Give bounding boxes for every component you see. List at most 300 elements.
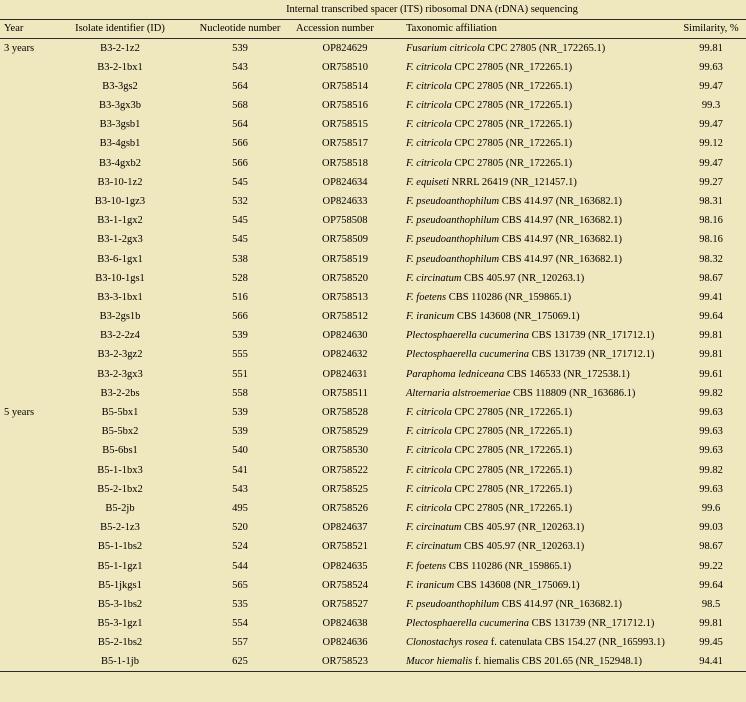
taxon-species-name: F. citricola xyxy=(406,100,452,112)
cell-isolate-id: B3-10-1gz3 xyxy=(94,195,146,207)
cell-nucleotide-number: 520 xyxy=(232,522,248,534)
cell-isolate-id: B3-3gsb1 xyxy=(99,119,141,131)
cell-accession-number: OR758526 xyxy=(321,502,369,514)
cell-isolate-id: B3-3-1bx1 xyxy=(97,291,143,303)
cell-similarity: 99.41 xyxy=(699,291,723,303)
table-row xyxy=(0,134,746,153)
taxon-strain-accession: f. hiemalis CBS 201.65 (NR_152948.1) xyxy=(472,656,642,668)
cell-accession-number: OR758518 xyxy=(321,157,369,169)
cell-nucleotide-number: 543 xyxy=(232,61,248,73)
cell-year xyxy=(0,652,52,671)
table-row xyxy=(0,633,746,652)
table-row xyxy=(0,595,746,614)
cell-accession-number: OP824634 xyxy=(322,176,368,188)
cell-similarity: 99.12 xyxy=(699,138,723,150)
cell-similarity: 99.64 xyxy=(699,311,723,323)
cell-similarity: 98.32 xyxy=(699,253,723,265)
taxon-strain-accession: CBS 405.97 (NR_120263.1) xyxy=(461,522,585,534)
taxon-strain-accession: CPC 27805 (NR_172265.1) xyxy=(451,157,573,169)
cell-nucleotide-number: 564 xyxy=(232,119,248,131)
cell-taxonomic-affiliation xyxy=(398,134,676,153)
taxon-strain-accession: CPC 27805 (NR_172265.1) xyxy=(451,138,573,150)
table-row xyxy=(0,326,746,345)
cell-taxonomic-affiliation xyxy=(398,576,676,595)
cell-similarity: 98.67 xyxy=(699,541,723,553)
cell-similarity: 98.16 xyxy=(699,234,723,246)
cell-accession-number: OR758510 xyxy=(321,61,369,73)
cell-isolate-id: B5-2-1z3 xyxy=(100,522,140,534)
cell-taxonomic-affiliation xyxy=(398,480,676,499)
cell-year xyxy=(0,614,52,633)
taxon-species-name: F. pseudoanthophilum xyxy=(406,598,500,610)
taxon-strain-accession: CBS 131739 (NR_171712.1) xyxy=(528,618,655,630)
taxon-strain-accession: CBS 131739 (NR_171712.1) xyxy=(528,330,655,342)
table-row xyxy=(0,58,746,77)
cell-accession-number: OR758520 xyxy=(321,272,369,284)
cell-year xyxy=(0,441,52,460)
taxon-strain-accession: CPC 27805 (NR_172265.1) xyxy=(451,483,573,495)
cell-accession-number: OR758516 xyxy=(321,100,369,112)
cell-year xyxy=(0,230,52,249)
column-header-accession: Accession number xyxy=(292,19,398,38)
taxon-strain-accession: NRRL 26419 (NR_121457.1) xyxy=(448,176,577,188)
taxon-strain-accession: CBS 110286 (NR_159865.1) xyxy=(446,560,572,572)
cell-year xyxy=(0,576,52,595)
table-row xyxy=(0,288,746,307)
taxon-species-name: F. citricola xyxy=(406,119,452,131)
cell-isolate-id: B3-10-1z2 xyxy=(97,176,143,188)
cell-accession-number: OR758525 xyxy=(321,483,369,495)
cell-year xyxy=(0,345,52,364)
cell-accession-number: OR758527 xyxy=(321,598,369,610)
table-row xyxy=(0,365,746,384)
cell-accession-number: OR758515 xyxy=(321,119,369,131)
cell-taxonomic-affiliation xyxy=(398,595,676,614)
taxon-species-name: F. pseudoanthophilum xyxy=(406,253,500,265)
cell-year xyxy=(0,307,52,326)
cell-nucleotide-number: 557 xyxy=(232,637,248,649)
cell-similarity: 99.22 xyxy=(699,560,723,572)
taxon-species-name: F. citricola xyxy=(406,502,452,514)
cell-year: 5 years xyxy=(4,407,35,419)
cell-similarity: 99.27 xyxy=(699,176,723,188)
column-header-year: Year xyxy=(0,19,52,38)
taxon-species-name: F. citricola xyxy=(406,483,452,495)
taxon-species-name: F. citricola xyxy=(406,80,452,92)
taxon-species-name: F. pseudoanthophilum xyxy=(406,234,500,246)
taxon-species-name: F. citricola xyxy=(406,464,452,476)
taxon-species-name: F. citricola xyxy=(406,157,452,169)
cell-year xyxy=(0,633,52,652)
cell-similarity: 99.47 xyxy=(699,80,723,92)
group-header-blank-isolate xyxy=(52,0,188,19)
cell-nucleotide-number: 543 xyxy=(232,483,248,495)
cell-year xyxy=(0,115,52,134)
cell-isolate-id: B5-5bx1 xyxy=(101,407,139,419)
taxon-strain-accession: CBS 118809 (NR_163686.1) xyxy=(510,387,636,399)
cell-isolate-id: B5-2-1bs2 xyxy=(97,637,143,649)
cell-isolate-id: B5-6bs1 xyxy=(102,445,138,457)
taxon-strain-accession: CPC 27805 (NR_172265.1) xyxy=(451,80,573,92)
taxon-species-name: Plectosphaerella cucumerina xyxy=(406,618,529,630)
cell-accession-number: OP758508 xyxy=(322,215,368,227)
taxon-species-name: Paraphoma ledniceana xyxy=(406,368,505,380)
table-row xyxy=(0,249,746,268)
cell-year xyxy=(0,269,52,288)
cell-accession-number: OP824630 xyxy=(322,330,368,342)
cell-taxonomic-affiliation xyxy=(398,345,676,364)
cell-nucleotide-number: 558 xyxy=(232,387,248,399)
table-row xyxy=(0,38,746,57)
taxon-strain-accession: CBS 414.97 (NR_163682.1) xyxy=(499,195,622,207)
table-row xyxy=(0,403,746,422)
taxon-strain-accession: CBS 405.97 (NR_120263.1) xyxy=(461,272,585,284)
group-header-its: Internal transcribed spacer (ITS) ribosomal DNA (rDNA) sequencing xyxy=(188,0,676,19)
taxon-strain-accession: CBS 143608 (NR_175069.1) xyxy=(454,311,580,323)
cell-similarity: 99.81 xyxy=(699,349,723,361)
taxon-strain-accession: CBS 414.97 (NR_163682.1) xyxy=(499,215,622,227)
cell-similarity: 99.82 xyxy=(699,387,723,399)
taxon-species-name: F. citricola xyxy=(406,445,452,457)
cell-taxonomic-affiliation xyxy=(398,499,676,518)
cell-accession-number: OR758513 xyxy=(321,291,369,303)
taxon-strain-accession: CPC 27805 (NR_172265.1) xyxy=(451,445,573,457)
cell-similarity: 99.63 xyxy=(699,483,723,495)
cell-nucleotide-number: 544 xyxy=(232,560,248,572)
cell-accession-number: OR758528 xyxy=(321,407,369,419)
cell-taxonomic-affiliation xyxy=(398,384,676,403)
taxon-species-name: F. circinatum xyxy=(406,541,462,553)
cell-year xyxy=(0,518,52,537)
cell-isolate-id: B3-2-2bs xyxy=(100,387,140,399)
cell-nucleotide-number: 566 xyxy=(232,311,248,323)
cell-nucleotide-number: 539 xyxy=(232,42,248,54)
cell-similarity: 99.63 xyxy=(699,426,723,438)
cell-isolate-id: B5-3-1gz1 xyxy=(97,618,143,630)
cell-accession-number: OP824638 xyxy=(322,618,368,630)
cell-isolate-id: B5-1jkgs1 xyxy=(98,579,142,591)
taxon-species-name: F. iranicum xyxy=(406,579,455,591)
cell-accession-number: OR758517 xyxy=(321,138,369,150)
cell-taxonomic-affiliation xyxy=(398,288,676,307)
cell-taxonomic-affiliation xyxy=(398,96,676,115)
cell-nucleotide-number: 564 xyxy=(232,80,248,92)
taxon-strain-accession: CBS 110286 (NR_159865.1) xyxy=(446,291,572,303)
taxon-species-name: F. citricola xyxy=(406,61,452,73)
table-row xyxy=(0,652,746,671)
cell-isolate-id: B3-2-1bx1 xyxy=(97,61,143,73)
table-row xyxy=(0,556,746,575)
table-row xyxy=(0,384,746,403)
cell-year xyxy=(0,461,52,480)
cell-similarity: 99.81 xyxy=(699,42,723,54)
taxon-strain-accession: CPC 27805 (NR_172265.1) xyxy=(451,502,573,514)
cell-isolate-id: B5-5bx2 xyxy=(101,426,139,438)
cell-isolate-id: B5-2jb xyxy=(105,502,135,514)
cell-isolate-id: B5-1-1gz1 xyxy=(97,560,143,572)
cell-accession-number: OR758522 xyxy=(321,464,369,476)
taxon-species-name: Clonostachys rosea xyxy=(406,637,489,649)
cell-year xyxy=(0,154,52,173)
cell-similarity: 99.82 xyxy=(699,464,723,476)
taxon-species-name: F. iranicum xyxy=(406,311,455,323)
cell-isolate-id: B5-3-1bs2 xyxy=(97,598,143,610)
cell-taxonomic-affiliation xyxy=(398,652,676,671)
cell-nucleotide-number: 495 xyxy=(232,502,248,514)
table-row xyxy=(0,614,746,633)
taxon-species-name: F. circinatum xyxy=(406,522,462,534)
table-row xyxy=(0,345,746,364)
cell-taxonomic-affiliation xyxy=(398,614,676,633)
cell-nucleotide-number: 568 xyxy=(232,100,248,112)
cell-nucleotide-number: 545 xyxy=(232,234,248,246)
cell-accession-number: OP824629 xyxy=(322,42,368,54)
cell-similarity: 99.81 xyxy=(699,330,723,342)
cell-isolate-id: B3-3gs2 xyxy=(102,80,138,92)
cell-year xyxy=(0,77,52,96)
table-row xyxy=(0,77,746,96)
cell-nucleotide-number: 541 xyxy=(232,464,248,476)
taxon-strain-accession: CBS 143608 (NR_175069.1) xyxy=(454,579,580,591)
cell-similarity: 99.03 xyxy=(699,522,723,534)
cell-isolate-id: B3-4gsb1 xyxy=(99,138,141,150)
cell-taxonomic-affiliation xyxy=(398,115,676,134)
cell-similarity: 94.41 xyxy=(676,652,746,671)
cell-isolate-id: B5-1-1jb xyxy=(52,652,188,671)
cell-year xyxy=(0,499,52,518)
taxon-species-name: F. citricola xyxy=(406,407,452,419)
column-header-nucleotide: Nucleotide number xyxy=(188,19,292,38)
cell-similarity: 99.63 xyxy=(699,407,723,419)
cell-accession-number: OR758512 xyxy=(321,311,369,323)
cell-taxonomic-affiliation xyxy=(398,154,676,173)
cell-taxonomic-affiliation xyxy=(398,365,676,384)
table-row xyxy=(0,307,746,326)
column-header-isolate: Isolate identifier (ID) xyxy=(52,19,188,38)
cell-accession-number: OP824632 xyxy=(322,349,368,361)
cell-similarity: 99.45 xyxy=(699,637,723,649)
cell-accession-number: OP824633 xyxy=(322,195,368,207)
taxon-strain-accession: CPC 27805 (NR_172265.1) xyxy=(451,61,573,73)
cell-similarity: 99.47 xyxy=(699,157,723,169)
cell-isolate-id: B3-3gx3b xyxy=(99,100,141,112)
cell-accession-number: OR758509 xyxy=(321,234,369,246)
taxon-strain-accession: CBS 146533 (NR_172538.1) xyxy=(504,368,630,380)
cell-accession-number: OR758523 xyxy=(292,652,398,671)
cell-year xyxy=(0,192,52,211)
cell-similarity: 99.61 xyxy=(699,368,723,380)
taxon-strain-accession: CPC 27805 (NR_172265.1) xyxy=(451,464,573,476)
cell-year xyxy=(0,249,52,268)
table-row xyxy=(0,230,746,249)
taxon-strain-accession: CBS 414.97 (NR_163682.1) xyxy=(499,253,622,265)
table-row xyxy=(0,441,746,460)
taxon-strain-accession: CPC 27805 (NR_172265.1) xyxy=(451,119,573,131)
cell-year xyxy=(0,365,52,384)
taxon-species-name: Mucor hiemalis xyxy=(406,656,473,668)
cell-taxonomic-affiliation xyxy=(398,211,676,230)
cell-year xyxy=(0,480,52,499)
cell-isolate-id: B5-1-1bx3 xyxy=(97,464,143,476)
cell-taxonomic-affiliation xyxy=(398,461,676,480)
cell-similarity: 98.31 xyxy=(699,195,723,207)
cell-year xyxy=(0,384,52,403)
cell-similarity: 99.47 xyxy=(699,119,723,131)
cell-similarity: 99.3 xyxy=(701,100,721,112)
cell-year xyxy=(0,537,52,556)
cell-nucleotide-number: 625 xyxy=(188,652,292,671)
taxon-species-name: Plectosphaerella cucumerina xyxy=(406,330,529,342)
cell-accession-number: OR758524 xyxy=(321,579,369,591)
cell-accession-number: OR758511 xyxy=(322,387,368,399)
table-row xyxy=(0,518,746,537)
cell-nucleotide-number: 565 xyxy=(232,579,248,591)
cell-nucleotide-number: 538 xyxy=(232,253,248,265)
cell-taxonomic-affiliation xyxy=(398,249,676,268)
cell-isolate-id: B3-1-2gx3 xyxy=(97,234,143,246)
cell-year xyxy=(0,211,52,230)
cell-similarity: 99.81 xyxy=(699,618,723,630)
cell-accession-number: OR758529 xyxy=(321,426,369,438)
cell-nucleotide-number: 545 xyxy=(232,215,248,227)
cell-year xyxy=(0,96,52,115)
cell-similarity: 99.63 xyxy=(699,61,723,73)
cell-isolate-id: B5-1-1bs2 xyxy=(97,541,143,553)
cell-nucleotide-number: 539 xyxy=(232,407,248,419)
table-row xyxy=(0,537,746,556)
cell-taxonomic-affiliation xyxy=(398,422,676,441)
taxon-strain-accession: f. catenulata CBS 154.27 (NR_165993.1) xyxy=(488,637,665,649)
table-row xyxy=(0,269,746,288)
cell-isolate-id: B3-6-1gx1 xyxy=(97,253,143,265)
cell-isolate-id: B3-2-1z2 xyxy=(100,42,140,54)
cell-similarity: 98.67 xyxy=(699,272,723,284)
taxon-species-name: F. circinatum xyxy=(406,272,462,284)
table-row xyxy=(0,576,746,595)
taxon-strain-accession: CPC 27805 (NR_172265.1) xyxy=(485,42,606,54)
cell-taxonomic-affiliation xyxy=(398,403,676,422)
column-header-similarity: Similarity, % xyxy=(676,19,746,38)
table-row xyxy=(0,173,746,192)
cell-similarity: 99.63 xyxy=(699,445,723,457)
cell-taxonomic-affiliation xyxy=(398,58,676,77)
taxon-species-name: F. foetens xyxy=(406,291,447,303)
cell-nucleotide-number: 545 xyxy=(232,176,248,188)
cell-taxonomic-affiliation xyxy=(398,441,676,460)
cell-nucleotide-number: 516 xyxy=(232,291,248,303)
table-row xyxy=(0,211,746,230)
taxon-species-name: F. pseudoanthophilum xyxy=(406,215,500,227)
cell-taxonomic-affiliation xyxy=(398,307,676,326)
cell-isolate-id: B3-2gs1b xyxy=(99,311,141,323)
cell-year xyxy=(0,173,52,192)
cell-year: 3 years xyxy=(4,42,35,54)
table-row xyxy=(0,96,746,115)
cell-accession-number: OP824635 xyxy=(322,560,368,572)
cell-taxonomic-affiliation xyxy=(398,192,676,211)
cell-isolate-id: B3-2-3gx3 xyxy=(97,368,143,380)
taxon-species-name: F. citricola xyxy=(406,138,452,150)
cell-nucleotide-number: 566 xyxy=(232,138,248,150)
cell-nucleotide-number: 554 xyxy=(232,618,248,630)
taxon-strain-accession: CPC 27805 (NR_172265.1) xyxy=(451,426,573,438)
cell-nucleotide-number: 535 xyxy=(232,598,248,610)
cell-similarity: 99.6 xyxy=(701,502,721,514)
cell-nucleotide-number: 528 xyxy=(232,272,248,284)
cell-nucleotide-number: 551 xyxy=(232,368,248,380)
cell-year xyxy=(0,556,52,575)
column-header-row xyxy=(0,19,746,38)
taxon-strain-accession: CBS 131739 (NR_171712.1) xyxy=(528,349,655,361)
cell-taxonomic-affiliation xyxy=(398,326,676,345)
cell-similarity: 98.16 xyxy=(699,215,723,227)
table-row xyxy=(0,422,746,441)
table-row xyxy=(0,192,746,211)
cell-accession-number: OR758521 xyxy=(321,541,369,553)
cell-nucleotide-number: 539 xyxy=(232,426,248,438)
cell-taxonomic-affiliation xyxy=(398,38,676,57)
cell-accession-number: OP824636 xyxy=(322,637,368,649)
cell-accession-number: OP824631 xyxy=(322,368,368,380)
cell-accession-number: OR758519 xyxy=(321,253,369,265)
cell-isolate-id: B5-2-1bx2 xyxy=(97,483,143,495)
cell-year xyxy=(0,134,52,153)
taxon-species-name: Fusarium citricola xyxy=(406,42,486,54)
taxon-strain-accession: CBS 414.97 (NR_163682.1) xyxy=(499,598,622,610)
cell-taxonomic-affiliation xyxy=(398,518,676,537)
taxon-strain-accession: CBS 414.97 (NR_163682.1) xyxy=(499,234,622,246)
cell-nucleotide-number: 539 xyxy=(232,330,248,342)
taxon-strain-accession: CPC 27805 (NR_172265.1) xyxy=(451,100,573,112)
taxon-species-name: Plectosphaerella cucumerina xyxy=(406,349,529,361)
cell-accession-number: OR758514 xyxy=(321,80,369,92)
table-row xyxy=(0,115,746,134)
cell-taxonomic-affiliation xyxy=(398,269,676,288)
cell-similarity: 98.5 xyxy=(701,598,721,610)
cell-nucleotide-number: 524 xyxy=(232,541,248,553)
cell-taxonomic-affiliation xyxy=(398,173,676,192)
column-header-taxon: Taxonomic affiliation xyxy=(398,19,676,38)
taxon-strain-accession: CPC 27805 (NR_172265.1) xyxy=(451,407,573,419)
cell-year xyxy=(0,422,52,441)
cell-year xyxy=(0,58,52,77)
taxon-strain-accession: CBS 405.97 (NR_120263.1) xyxy=(461,541,585,553)
taxon-species-name: Alternaria alstroemeriae xyxy=(406,387,511,399)
taxon-species-name: F. pseudoanthophilum xyxy=(406,195,500,207)
cell-similarity: 99.64 xyxy=(699,579,723,591)
cell-year xyxy=(0,326,52,345)
group-header-row xyxy=(0,0,746,19)
cell-taxonomic-affiliation xyxy=(398,537,676,556)
cell-accession-number: OR758530 xyxy=(321,445,369,457)
group-header-blank-sim xyxy=(676,0,746,19)
cell-taxonomic-affiliation xyxy=(398,556,676,575)
cell-nucleotide-number: 540 xyxy=(232,445,248,457)
table-row xyxy=(0,461,746,480)
cell-year xyxy=(0,595,52,614)
cell-taxonomic-affiliation xyxy=(398,633,676,652)
cell-nucleotide-number: 532 xyxy=(232,195,248,207)
cell-isolate-id: B3-10-1gs1 xyxy=(95,272,145,284)
cell-isolate-id: B3-2-3gz2 xyxy=(97,349,143,361)
cell-taxonomic-affiliation xyxy=(398,77,676,96)
cell-nucleotide-number: 566 xyxy=(232,157,248,169)
taxon-species-name: F. foetens xyxy=(406,560,447,572)
table-row xyxy=(0,480,746,499)
taxon-species-name: F. citricola xyxy=(406,426,452,438)
cell-isolate-id: B3-1-1gx2 xyxy=(97,215,143,227)
cell-isolate-id: B3-2-2z4 xyxy=(100,330,140,342)
